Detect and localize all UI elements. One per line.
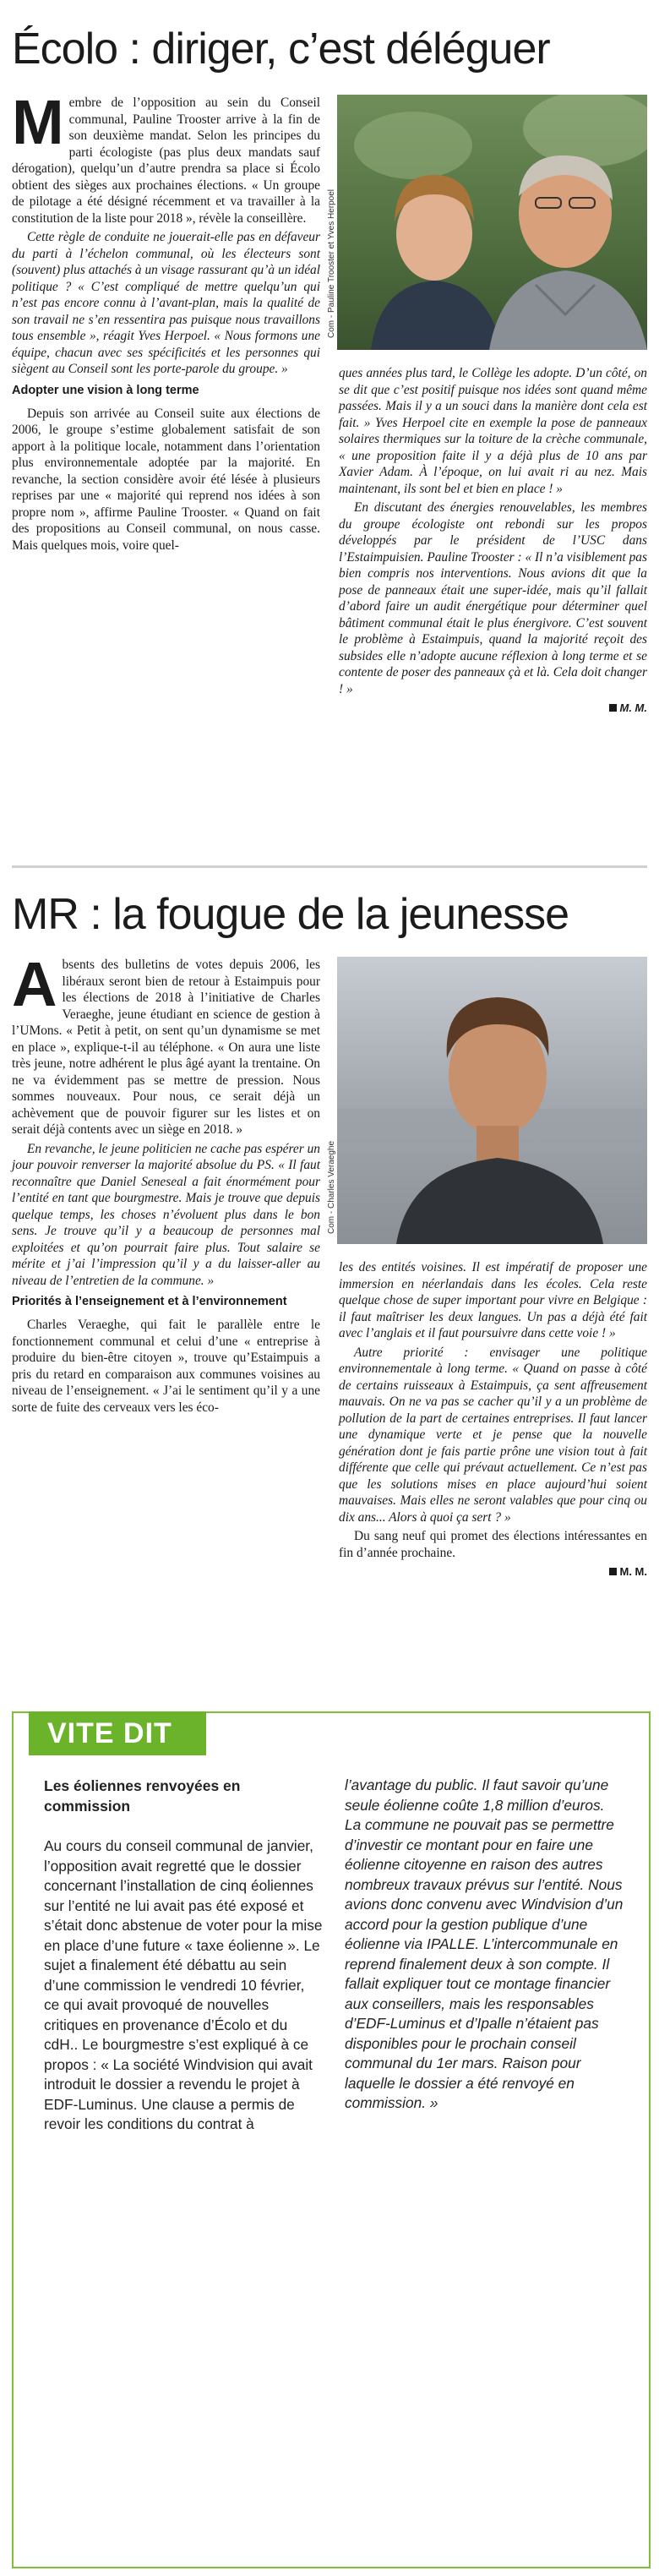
- signature: M. M.: [619, 1565, 647, 1578]
- separator: [12, 865, 647, 868]
- vite-dit-column-2: [345, 1776, 624, 2114]
- vite-dit-box: [12, 1711, 651, 2568]
- paragraph: Depuis son arrivée au Conseil suite aux élections de 2006, le groupe s’estime globalement satisfait de son apport à la politique locale, notamment dans l’orientation plus environnementale adoptée par la majorité. En revanche, la section considère avoir été lésée à plusieurs reprises par une « majorité qui reprend nos idées à son propre nom », affirme Pauline Trooster. « Quand on fait des propositions au Conseil communal, on nous casse. Mais quelques mois, voire quel-: [12, 406, 320, 553]
- headline-mr: MR : la fougue de la jeunesse: [12, 890, 569, 939]
- paragraph: Du sang neuf qui promet des élections intéressantes en fin d’année prochaine.: [339, 1529, 647, 1560]
- photo-credit: Com - Pauline Trooster et Yves Herpoel: [327, 188, 336, 338]
- end-mark: [609, 704, 617, 712]
- end-mark: [609, 1568, 617, 1575]
- photo-graphic: [337, 957, 647, 1244]
- dropcap: M: [12, 87, 64, 157]
- vite-dit-title: Les éoliennes renvoyées en commission: [44, 1777, 241, 1815]
- vite-dit-tab: VITE DIT: [29, 1711, 206, 1755]
- paragraph: Au cours du conseil communal de janvier, l’opposition avait regretté que le dossier concernant l’installation de cinq éoliennes sur l’entité ne lui avait pas été exposé et s’était donc abstenue de voter pour la mise en place d’une future « taxe éolienne ». Le sujet a finalement été débattu au sein d’une commission le vendredi 10 février, ce qui avait provoqué de nouvelles critiques en provenance d’Écolo et du cdH.. Le bourgmestre s’est expliqué à ce propos : « La société Windvision qui avait introduit le dossier a revendu le projet à EDF-Luminus. Une clause a permis de revoir les conditions du contrat à: [44, 1837, 323, 2132]
- article-ecolo: [12, 0, 647, 854]
- paragraph: Cette règle de conduite ne jouerait-elle pas en défaveur du parti à l’échelon communal, où les électeurs sont (souvent) plus attachés à un visage rassurant qu’à un idéal politique ? « C’est compliqué de mettre quelqu’un qui n’est pas encore connu à l’avant-plan, mais la qualité de son travail ne s’en ressentira pas puisque nous travaillons tous ensemble », réagit Yves Herpoel. « Nous formons une équipe, chacun avec ses spécificités et les personnes qui siègent au Conseil sont les porte-parole du groupe. »: [12, 230, 320, 376]
- paragraph: les des entités voisines. Il est impératif de proposer une immersion en néerlandais dans les écoles. Cela reste quelque chose de super important pour vivre en Belgique : il faut maîtriser les deux langues. Un pas a déjà été fait avec l’anglais et il faut poursuivre dans cette voie ! »: [339, 1260, 647, 1340]
- headline-ecolo: Écolo : diriger, c’est déléguer: [12, 25, 550, 74]
- subheading: Adopter une vision à long terme: [12, 383, 199, 397]
- photo-credit: Com - Charles Veraeghe: [327, 1140, 336, 1234]
- ecolo-column-2: [339, 365, 647, 717]
- photo-graphic: [337, 95, 647, 350]
- paragraph: l’avantage du public. Il faut savoir qu’une seule éolienne coûte 1,8 million d’euros. La commune ne pouvait pas se permettre d’investir ce montant pour en faire une éolienne citoyenne en raison des autres nombreux travaux prévus sur l’entité. Nous avions donc convenu avec Windvision d’un accord pour la gestion publique d’une éolienne via IPALLE. L’intercommunale en reprend finalement deux à son compte. Il fallait expliquer tout ce montage financier aux conseillers, mais les responsables d’EDF-Luminus et d’Ipalle n’étaient pas disponibles pour le prochain conseil communal du 1er mars. Raison pour laquelle le dossier a été renvoyé en commission. »: [345, 1776, 624, 2111]
- mr-column-1: [12, 949, 320, 1418]
- mr-column-2: [339, 1259, 647, 1580]
- paragraph: Autre priorité : envisager une politique environnementale à long terme. « Quand on passe à côté de certains ruisseaux à Estaimpuis, ça sent affreusement mauvais. On ne va pas se cacher qu’il y a un problème de pollution de la part de certaines entreprises. Il faut lancer une dynamique verte et je pense que la nouvelle génération dont je fais partie prône une vision tout à fait différente que celle qui prévaut actuellement. Ce n’est pas que les solutions mises en place aujourd’hui soient mauvaises. Mais elles ne seront valables que pour cinq ou dix ans... Alors à quoi ça sert ? »: [339, 1345, 647, 1525]
- subheading: Priorités à l’enseignement et à l’environnement: [12, 1295, 287, 1308]
- ecolo-column-1: [12, 87, 320, 556]
- paragraph: En discutant des énergies renouvelables, les membres du groupe écologiste ont rebondi sur les propos développés par le président de l’USC dans l’Estaimpuisien. Pauline Trooster : « Il n’a visiblement pas bien compris nos interventions. Nous avions dit que la pose de panneaux était une super-idée, mais qu’il fallait d’abord faire un audit énergétique pour déterminer quel bâtiment communal était le plus énergivore. C’est souvent le problème à Estaimpuis, quand la majorité reçoit des subsides elle n’adopte aucune réflexion à long terme et se contente de poser des panneaux çà et là. Cela doit changer ! »: [339, 500, 647, 696]
- paragraph: En revanche, le jeune politicien ne cache pas espérer un jour pouvoir renverser la majorité absolue du PS. « Il faut reconnaître que Daniel Seneseal a fait énormément pour l’entité en tant que bourgmestre. Mais je trouve que depuis quelque temps, les choses n’évoluent plus dans le bon sens. Je trouve qu’il y a beaucoup de personnes mal exploitées et qu’on pourrait faire plus. Tout salaire se mérite et j’ai l’impression qu’il y a du laisser-aller au niveau de l’entretien de la commune. »: [12, 1141, 320, 1288]
- vite-dit-column-1: [44, 1776, 323, 2135]
- photo-veraeghe: [337, 957, 647, 1244]
- paragraph: Charles Veraeghe, qui fait le parallèle entre le fonctionnement communal et celui d’une « entreprise à produire du bien-être citoyen », trouve qu’Estaimpuis a pris du retard en comparaison aux communes voisines au niveau de l’enseignement. « J’ai le sentiment qu’il y a une sorte de fuite des cerveaux vers les éco-: [12, 1318, 320, 1415]
- signature: M. M.: [619, 701, 647, 714]
- article-mr: [12, 879, 647, 1690]
- paragraph: bsents des bulletins de votes depuis 2006, les libéraux seront bien de retour à Estaimpuis pour les élections de 2018 à l’initiative de Charles Veraeghe, jeune étudiant en science de gestion à l’UMons. « Petit à petit, on sent qu’un dynamisme se met en place », explique-t-il au téléphone. « On aura une liste très jeune, notre adhérent le plus âgé ayant la trentaine. On ne va évidemment pas se mettre de pression. Nous sommes nouveaux. Pour nous, ce serait déjà un achèvement que de pouvoir figurer sur les listes et on serait déjà contents avec un siège en 2018. »: [12, 958, 320, 1137]
- paragraph: embre de l’opposition au sein du Conseil communal, Pauline Trooster arrive à la fin de son deuxième mandat. Selon les principes du parti écologiste (pas plus deux mandats sauf dérogation), quelqu’un d’autre prendra sa place si Écolo obtient des sièges aux prochaines élections. « Un groupe de pilotage a été désigné récemment et va travailler à la constitution de la liste pour 2018 », révèle la conseillère.: [12, 96, 320, 226]
- photo-trooster-herpoel: [337, 95, 647, 350]
- paragraph: ques années plus tard, le Collège les adopte. D’un côté, on se dit que c’est positif puisque nos idées sont quand même passées. Mais il y a un souci dans la manière dont cela est fait. » Yves Herpoel cite en exemple la pose de panneaux solaires thermiques sur la toiture de la crèche communale, « une proposition faite il y a déjà plus de 10 ans par Xavier Adam. À l’époque, on lui avait ri au nez. Mais maintenant, ils sont bel et bien en place ! »: [339, 366, 647, 496]
- dropcap: A: [12, 949, 57, 1019]
